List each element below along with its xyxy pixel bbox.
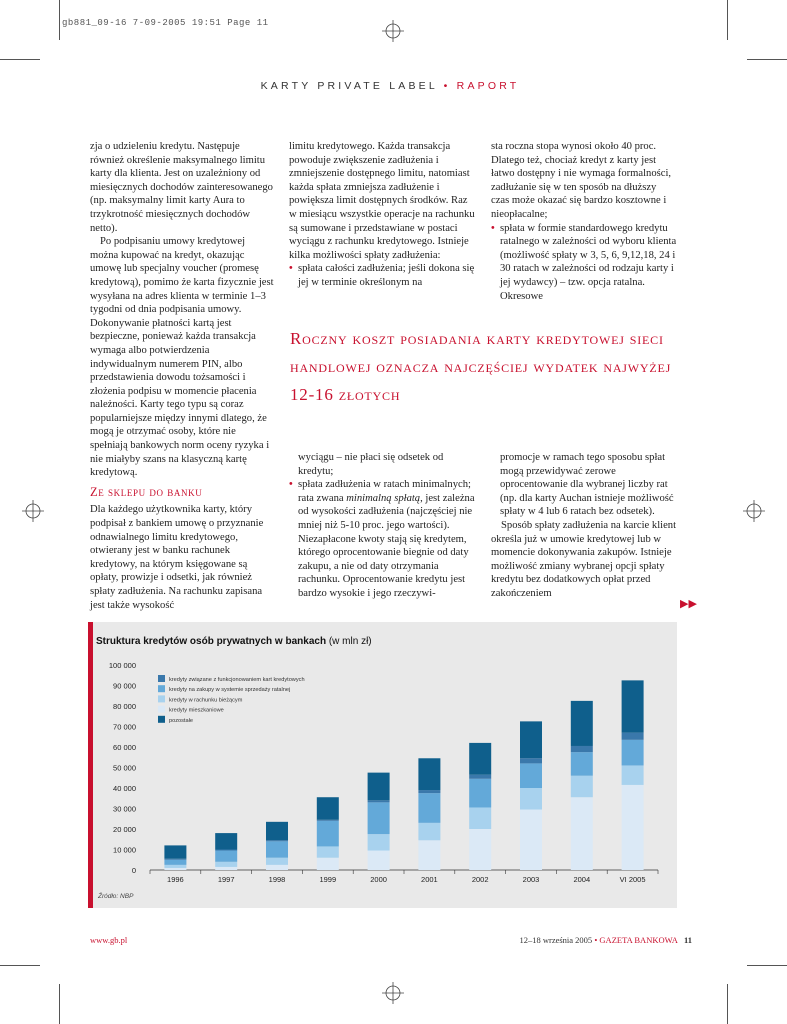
bar-segment [368,834,390,850]
running-head-separator: • [443,80,451,92]
crop-mark [747,59,787,60]
legend-swatch [158,685,165,692]
print-slug: gb881_09-16 7-09-2005 19:51 Page 11 [62,18,269,28]
footer-info [519,935,692,945]
text-column-3-bottom [491,451,677,601]
bar-segment [266,841,288,857]
bar-segment [622,765,644,784]
registration-mark-icon [382,982,404,1004]
bullet-list [491,222,677,304]
footer-date: 12–18 września 2005 [519,935,593,945]
bar-segment [164,859,186,860]
bar-segment [215,850,237,851]
y-tick-label: 50 000 [113,763,136,773]
chart-title [96,636,372,647]
bar-segment [622,680,644,732]
bar-segment [215,833,237,849]
bar-segment [520,810,542,870]
bar-segment [520,788,542,810]
y-tick-label: 90 000 [113,681,136,691]
crop-mark [727,984,728,1024]
bar-segment [164,860,186,865]
legend-label: kredyty w rachunku bieżącym [169,697,243,704]
registration-mark-icon [382,20,404,42]
list-item [289,478,475,600]
paragraph: Sposób spłaty zadłużenia na karcie klient określa już w umowie kredytowej lub w momencie dokonywania zakupów. Istnieje możliwość zmiany wybranej opcji spłaty kredytu bez dodatkowych opłat przed zakończeniem [491,519,677,599]
section-subhead: Ze sklepu do banku [90,484,203,499]
bar-segment [571,701,593,746]
paragraph: Po podpisaniu umowy kredytowej można kupować na kredyt, okazując umowę lub specjalny voucher (promesę kredytową), pomimo że karta fizycznie jest wysyłana na adres klienta w terminie 1–3 tygodni od dnia podpisania umowy. Dokonywanie płatności kartą jest bezpieczne, ponieważ każda transakcja wymaga albo potwierdzenia indywidualnym numerem PIN, albo przedstawienia dowodu tożsamości i złożenia podpisu w momencie płacenia należności. Karty tego typu są coraz popularniejsze między innymi dlatego, że mogą je otrzymać osoby, które nie spełniają bankowych norm oceny ryzyka i nie miałyby szans na klasyczną kartę kredytową. [90,236,274,479]
bar-segment [164,868,186,870]
continue-arrow-icon: ▶▶ [680,598,697,610]
list-item-text: , jest zależna od wysokości zadłużenia (najczęściej nie mniej niż 5-10 proc. jego wartości). Niezapłacone kwoty stają się kredytem, którego oprocentowanie biegnie od daty zakupu, a nie od daty otrzymania rachunku. Oprocentowanie kredytu jest bardzo wysokie i jego rzeczywi- [298,492,475,599]
y-tick-label: 60 000 [113,743,136,752]
y-tick-label: 30 000 [113,804,136,814]
bar-segment [418,793,440,823]
legend-label: pozostałe [169,717,193,724]
bar-segment [571,746,593,752]
running-head-section: KARTY PRIVATE LABEL [260,80,438,92]
legend-label: kredyty na zakupy w systemie sprzedaży ratalnej [169,687,291,694]
bar-segment [266,858,288,865]
bar-segment [164,865,186,868]
bar-segment [571,797,593,870]
bar-segment [215,851,237,862]
y-tick-label: 100 000 [108,661,136,670]
bar-segment [418,840,440,870]
legend-swatch [158,695,165,702]
x-tick-label: VI 2005 [619,875,646,884]
paragraph: limitu kredytowego. Każda transakcja powoduje zwiększenie zadłużenia i zmniejszenie dostępnego limitu, natomiast każda spłata zmniejsza zadłużenie i powiększa limit dostępnych środków. Raz w miesiącu wszystkie operacje na rachunku są sumowane i przedstawiane w postaci wyciągu z rachunku kredytowego. Istnieje kilka możliwości spłaty zadłużenia: [289,141,475,261]
paragraph: sta roczna stopa wynosi około 40 proc. Dlatego też, chociaż kredyt z karty jest łatwo dostępny i nie wymaga formalności, zadłużanie się w ten sposób na dłuższy czas może okazać się bardzo kosztowne i nieopłacalne; [491,141,672,220]
bar-segment [469,779,491,808]
bar-segment [520,763,542,788]
running-head [230,80,550,92]
bar-segment [164,845,186,858]
x-tick-label: 2002 [471,875,489,884]
footer-magazine: GAZETA BANKOWA [599,935,678,945]
chart-title-main: Struktura kredytów osób prywatnych w bankach [96,636,327,647]
list-item: • spłata całości zadłużenia; jeśli dokona się jej w terminie określonym na [289,262,475,289]
y-tick-label: 40 000 [113,784,136,793]
bar-segment [622,740,644,766]
x-tick-label: 2001 [421,875,438,884]
list-item-emphasis: minimalną spłatą [346,492,421,504]
list-item-text: spłata zadłużenia w ratach minimalnych; rata zwana [298,479,471,504]
y-tick-label: 80 000 [113,702,136,711]
page-number: 11 [683,935,692,945]
bar-segment [520,758,542,763]
bar-segment [317,846,339,857]
crop-mark [59,0,60,40]
legend-swatch [158,716,165,723]
running-head-category: RAPORT [456,80,520,92]
crop-mark [59,984,60,1024]
x-tick-label: 2000 [370,875,387,884]
bar-segment [520,721,542,758]
stacked-bar-chart [88,650,677,895]
legend-label: kredyty związane z funkcjonowaniem kart kredytowych [169,677,305,683]
bar-segment [266,822,288,840]
legend-swatch [158,706,165,713]
text-column-2-bottom [289,451,475,601]
y-tick-label: 10 000 [113,845,136,855]
bar-segment [418,823,440,840]
bar-segment [469,743,491,775]
bar-segment [622,785,644,870]
legend-label: kredyty mieszkaniowe [169,707,224,714]
list-item: • spłata w formie standardowego kredytu ratalnego w zależności od wyboru klienta (możliwość spłaty w 3, 5, 6, 9,12,18, 24 i 30 ratach w zależności od rodzaju karty i jej wydawcy) – tzw. opcja ratalna. Okresowe [491,222,677,304]
footer-url[interactable]: www.gb.pl [90,935,128,945]
bar-segment [215,867,237,870]
x-tick-label: 1996 [167,875,184,884]
x-tick-label: 1998 [268,875,286,884]
bar-segment [317,858,339,870]
bar-segment [469,807,491,829]
bar-segment [215,862,237,867]
bar-segment [469,829,491,870]
paragraph: promocje w ramach tego sposobu spłat mogą przewidywać zerowe oprocentowanie dla wybranej liczby rat (np. dla karty Auchan istnieje możliwość spłaty w 4 lub 6 ratach bez odsetek). [500,452,674,518]
registration-mark-icon [743,500,765,522]
text-column-1 [90,140,274,612]
bar-segment [368,800,390,802]
text-column-3-top [491,140,677,303]
registration-mark-icon [22,500,44,522]
y-tick-label: 0 [131,866,136,875]
bar-segment [418,758,440,790]
crop-mark [0,59,40,60]
x-tick-label: 2003 [522,875,540,884]
bar-segment [317,797,339,820]
bar-segment [571,776,593,798]
bar-segment [368,773,390,801]
bar-segment [418,790,440,793]
paragraph: zja o udzieleniu kredytu. Następuje również określenie maksymalnego limitu karty dla klienta. Jest on uzależniony od miesięcznych dochodów zainteresowanego (np. maksymalny limit karty Aura to trzykrotność miesięcznych dochodów netto). [90,141,273,234]
chart-source: Źródło: NBP [98,893,134,900]
bar-segment [317,821,339,847]
text-column-2-top [289,140,475,290]
pull-quote: Roczny koszt posiadania karty kredytowej sieci handlowej oznacza najczęściej wydatek najwyżej 12-16 złotych [290,329,672,404]
legend-swatch [158,675,165,682]
paragraph: wyciągu – nie płaci się odsetek od kredytu; [298,452,444,477]
bullet-list [289,262,475,289]
crop-mark [0,965,40,966]
bar-segment [622,733,644,740]
bar-segment [266,865,288,870]
bullet-list [289,478,475,600]
bar-segment [469,775,491,779]
x-tick-label: 1997 [217,875,235,884]
footer-separator: • [594,935,598,945]
bar-segment [266,840,288,841]
chart-title-unit: (w mln zł) [328,636,372,647]
y-tick-label: 70 000 [113,722,136,732]
paragraph: Dla każdego użytkownika karty, który podpisał z bankiem umowę o przyznanie odnawialnego limitu kredytowego, otwierany jest w banku rachunek kredytowy, na którym księgowane są opłaty, prowizje i odsetki, jak również spłaty zadłużenia. Na rachunku zapisana jest także wysokość [90,504,264,611]
y-tick-label: 20 000 [113,825,136,834]
x-tick-label: 1999 [319,875,337,884]
bar-segment [317,820,339,821]
x-tick-label: 2004 [573,875,591,884]
crop-mark [747,965,787,966]
bar-segment [368,802,390,834]
bar-segment [571,752,593,776]
crop-mark [727,0,728,40]
bar-segment [368,851,390,870]
